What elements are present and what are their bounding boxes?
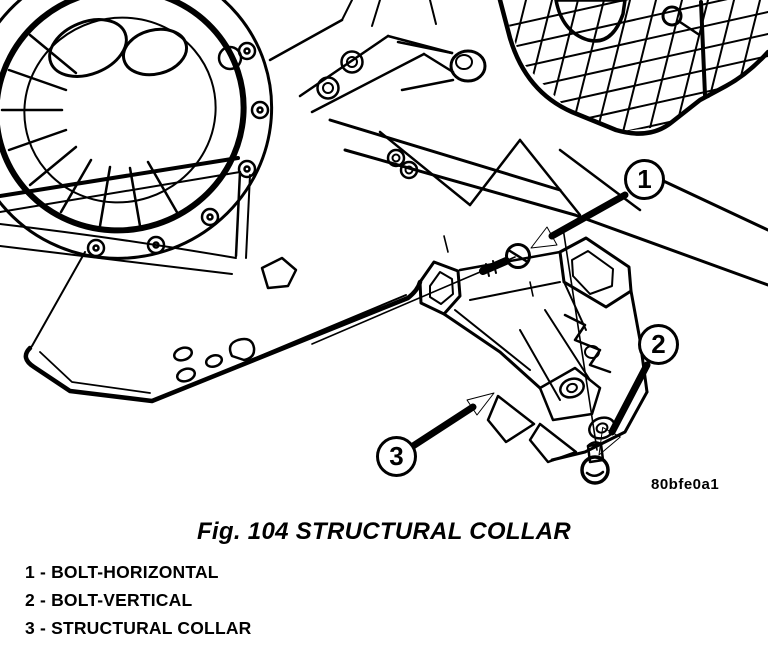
engine-mount <box>219 0 485 112</box>
transmission-pan <box>0 224 420 401</box>
horizontal-bolt-drawing <box>483 245 530 277</box>
callout-2-number: 2 <box>651 329 666 359</box>
legend-item-2: 2 - BOLT-VERTICAL <box>25 590 193 610</box>
callout-1-badge <box>624 159 665 200</box>
callout-3-arrow <box>413 393 494 446</box>
callout-3-badge <box>376 436 417 477</box>
figure-legend <box>25 558 252 642</box>
callout-1-number: 1 <box>637 164 652 194</box>
callout-1-arrow <box>531 195 625 248</box>
figure-code: 80bfe0a1 <box>651 476 720 493</box>
bell-housing <box>0 0 310 298</box>
figure-caption: Fig. 104 STRUCTURAL COLLAR <box>196 518 572 545</box>
callout-3-number: 3 <box>389 441 404 471</box>
legend-item-1: 1 - BOLT-HORIZONTAL <box>25 562 219 582</box>
callout-2-badge <box>638 324 679 365</box>
legend-item-3: 3 - STRUCTURAL COLLAR <box>25 618 252 638</box>
